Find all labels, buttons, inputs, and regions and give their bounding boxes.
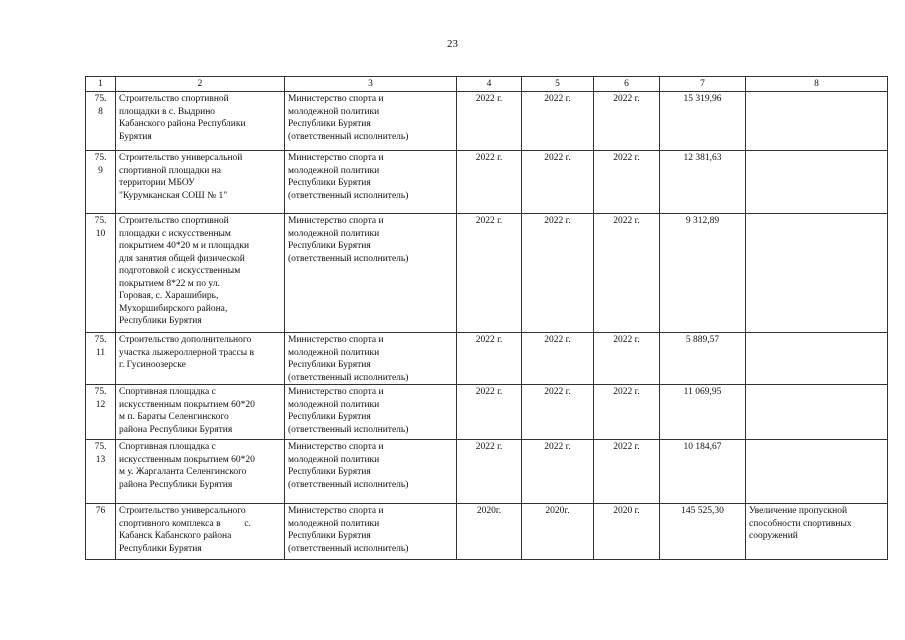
program-table (85, 76, 888, 560)
column-header: 6 (594, 77, 660, 92)
measure-name-cell: Строительство дополнительного участка лыжероллерной трассы в г. Гусиноозерске (116, 333, 285, 385)
end-date-cell: 2022 г. (522, 440, 594, 504)
amount-cell: 145 525,30 (660, 504, 746, 560)
expected-result-cell (746, 333, 888, 385)
end-date-cell: 2022 г. (522, 92, 594, 151)
start-date-cell: 2022 г. (457, 151, 522, 214)
row-number-cell: 75. 9 (86, 151, 116, 214)
column-header: 8 (746, 77, 888, 92)
expected-result-cell (746, 92, 888, 151)
row-number-cell: 75. 8 (86, 92, 116, 151)
end-date-cell: 2022 г. (522, 333, 594, 385)
year-cell: 2022 г. (594, 151, 660, 214)
expected-result-cell: Увеличение пропускной способности спортивных сооружений (746, 504, 888, 560)
row-number-cell: 75. 13 (86, 440, 116, 504)
measure-name-cell: Строительство спортивной площадки с искусственным покрытием 40*20 м и площадки для занятия общей физической подготовкой с искусственным покрытием 8*22 м по ул. Горовая, с. Харашибирь, Мухоршибирского района, Республики Бурятия (116, 214, 285, 333)
column-header: 4 (457, 77, 522, 92)
expected-result-cell (746, 440, 888, 504)
amount-cell: 15 319,96 (660, 92, 746, 151)
amount-cell: 9 312,89 (660, 214, 746, 333)
year-cell: 2022 г. (594, 385, 660, 440)
measure-name-cell: Строительство универсальной спортивной площадки на территории МБОУ "Курумканская СОШ № 1" (116, 151, 285, 214)
end-date-cell: 2022 г. (522, 151, 594, 214)
expected-result-cell (746, 151, 888, 214)
column-header: 7 (660, 77, 746, 92)
amount-cell: 5 889,57 (660, 333, 746, 385)
amount-cell: 12 381,63 (660, 151, 746, 214)
year-cell: 2020 г. (594, 504, 660, 560)
start-date-cell: 2022 г. (457, 214, 522, 333)
row-number-cell: 75. 12 (86, 385, 116, 440)
expected-result-cell (746, 385, 888, 440)
year-cell: 2022 г. (594, 92, 660, 151)
year-cell: 2022 г. (594, 214, 660, 333)
end-date-cell: 2020г. (522, 504, 594, 560)
table-row (86, 92, 888, 151)
column-header: 2 (116, 77, 285, 92)
start-date-cell: 2020г. (457, 504, 522, 560)
executor-cell: Министерство спорта и молодежной политики Республики Бурятия (ответственный исполнитель) (285, 504, 457, 560)
executor-cell: Министерство спорта и молодежной политики Республики Бурятия (ответственный исполнитель) (285, 214, 457, 333)
year-cell: 2022 г. (594, 333, 660, 385)
row-number-cell: 76 (86, 504, 116, 560)
measure-name-cell: Строительство универсального спортивного комплекса в с. Кабанск Кабанского района Республики Бурятия (116, 504, 285, 560)
executor-cell: Министерство спорта и молодежной политики Республики Бурятия (ответственный исполнитель) (285, 92, 457, 151)
year-cell: 2022 г. (594, 440, 660, 504)
executor-cell: Министерство спорта и молодежной политики Республики Бурятия (ответственный исполнитель) (285, 333, 457, 385)
measure-name-cell: Спортивная площадка с искусственным покрытием 60*20 м у. Жаргаланта Селенгинского района Республики Бурятия (116, 440, 285, 504)
executor-cell: Министерство спорта и молодежной политики Республики Бурятия (ответственный исполнитель) (285, 385, 457, 440)
executor-cell: Министерство спорта и молодежной политики Республики Бурятия (ответственный исполнитель) (285, 151, 457, 214)
end-date-cell: 2022 г. (522, 214, 594, 333)
table-row (86, 333, 888, 385)
expected-result-cell (746, 214, 888, 333)
amount-cell: 11 069,95 (660, 385, 746, 440)
page-number: 23 (447, 38, 458, 50)
column-header: 1 (86, 77, 116, 92)
amount-cell: 10 184,67 (660, 440, 746, 504)
measure-name-cell: Строительство спортивной площадки в с. Выдрино Кабанского района Республики Бурятия (116, 92, 285, 151)
column-header: 3 (285, 77, 457, 92)
table-row (86, 151, 888, 214)
start-date-cell: 2022 г. (457, 440, 522, 504)
executor-cell: Министерство спорта и молодежной политики Республики Бурятия (ответственный исполнитель) (285, 440, 457, 504)
table-row (86, 504, 888, 560)
end-date-cell: 2022 г. (522, 385, 594, 440)
start-date-cell: 2022 г. (457, 333, 522, 385)
table-row (86, 385, 888, 440)
column-header: 5 (522, 77, 594, 92)
table-header-row (86, 77, 888, 92)
row-number-cell: 75. 10 (86, 214, 116, 333)
start-date-cell: 2022 г. (457, 92, 522, 151)
start-date-cell: 2022 г. (457, 385, 522, 440)
measure-name-cell: Спортивная площадка с искусственным покрытием 60*20 м п. Бараты Селенгинского района Республики Бурятия (116, 385, 285, 440)
row-number-cell: 75. 11 (86, 333, 116, 385)
table-row (86, 214, 888, 333)
table-row (86, 440, 888, 504)
